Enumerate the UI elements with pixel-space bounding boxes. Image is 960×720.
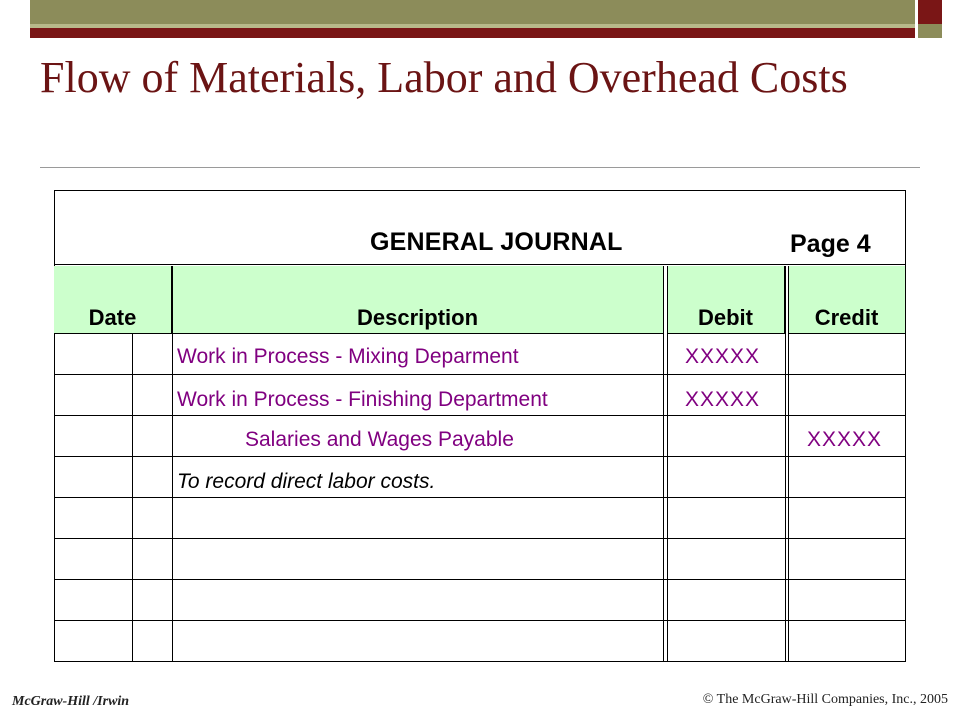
journal-row [54, 539, 906, 580]
journal-row [54, 580, 906, 621]
corner-square-olive [918, 24, 942, 38]
column-header-debit: Debit [667, 266, 785, 334]
date-column-split [132, 334, 133, 662]
entry-credit-amount: XXXXX [807, 428, 883, 451]
entry-memo: To record direct labor costs. [177, 470, 436, 493]
entry-description: Work in Process - Mixing Deparment [177, 345, 519, 368]
top-banner-red [30, 28, 915, 38]
title-divider [40, 167, 920, 168]
journal-row [54, 498, 906, 539]
entry-debit-amount: XXXXX [685, 345, 761, 368]
column-header-credit: Credit [788, 266, 906, 334]
entry-description: Work in Process - Finishing Department [177, 388, 548, 411]
publisher-label: McGraw-Hill /Irwin [12, 694, 130, 709]
copyright-notice: © The McGraw-Hill Companies, Inc., 2005 [702, 692, 948, 707]
journal-row [54, 621, 906, 662]
entry-description: Salaries and Wages Payable [245, 428, 514, 451]
entry-debit-amount: XXXXX [685, 388, 761, 411]
top-banner-olive [30, 0, 915, 28]
journal-heading: GENERAL JOURNAL [370, 228, 623, 256]
header-top-border [54, 264, 906, 265]
column-header-date: Date [54, 266, 172, 334]
corner-square-red [918, 0, 942, 24]
journal-page-label: Page 4 [790, 230, 871, 258]
slide-title: Flow of Materials, Labor and Overhead Costs [40, 53, 848, 102]
column-header-description: Description [172, 266, 664, 334]
